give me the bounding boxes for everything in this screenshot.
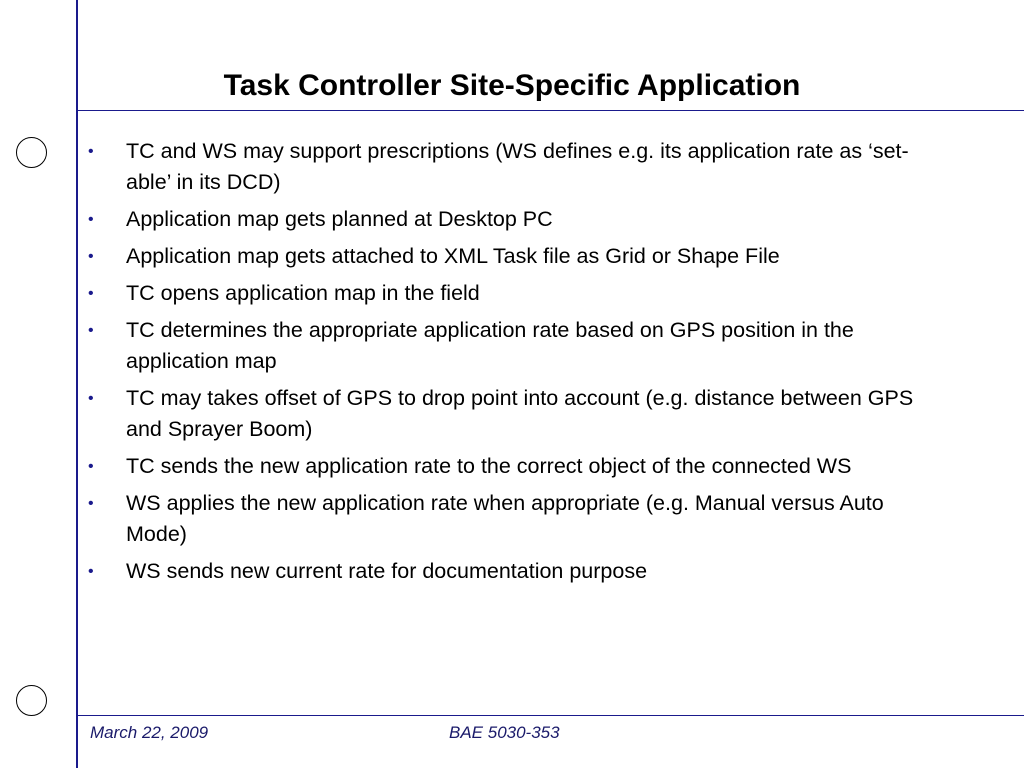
bullet-icon: •	[88, 458, 94, 475]
bullet-icon: •	[88, 211, 94, 228]
list-item	[86, 136, 936, 198]
bullet-text: WS applies the new application rate when appropriate (e.g. Manual versus Auto Mode)	[126, 491, 884, 546]
bullet-text: TC and WS may support prescriptions (WS defines e.g. its application rate as ‘set-able’ in its DCD)	[126, 139, 909, 194]
bullet-text: TC sends the new application rate to the correct object of the connected WS	[126, 454, 852, 478]
slide-title: Task Controller Site-Specific Application	[223, 69, 801, 102]
bullet-icon: •	[88, 563, 94, 580]
bullet-icon: •	[88, 248, 94, 265]
list-item	[86, 204, 936, 235]
bullet-text: Application map gets planned at Desktop PC	[126, 207, 553, 231]
bullet-icon: •	[88, 143, 94, 160]
bullet-icon: •	[88, 495, 94, 512]
header-divider	[76, 110, 1024, 111]
bullet-icon: •	[88, 322, 94, 339]
footer-divider	[76, 715, 1024, 716]
footer-date: March 22, 2009	[90, 723, 209, 742]
bullet-icon: •	[88, 390, 94, 407]
list-item	[86, 451, 936, 482]
binder-hole-icon	[16, 137, 47, 168]
list-item	[86, 278, 936, 309]
bullet-list	[86, 136, 936, 593]
list-item	[86, 556, 936, 587]
list-item	[86, 315, 936, 377]
bullet-text: TC may takes offset of GPS to drop point into account (e.g. distance between GPS and Sprayer Boom)	[126, 386, 914, 441]
list-item	[86, 383, 936, 445]
margin-vertical-line	[76, 0, 78, 768]
binder-hole-icon	[16, 685, 47, 716]
list-item	[86, 241, 936, 272]
bullet-text: TC determines the appropriate application rate based on GPS position in the application map	[126, 318, 854, 373]
bullet-icon: •	[88, 285, 94, 302]
bullet-text: Application map gets attached to XML Task file as Grid or Shape File	[126, 244, 780, 268]
list-item	[86, 488, 936, 550]
bullet-text: WS sends new current rate for documentation purpose	[126, 559, 648, 583]
footer-course-code: BAE 5030-353	[449, 723, 560, 742]
bullet-text: TC opens application map in the field	[126, 281, 480, 305]
